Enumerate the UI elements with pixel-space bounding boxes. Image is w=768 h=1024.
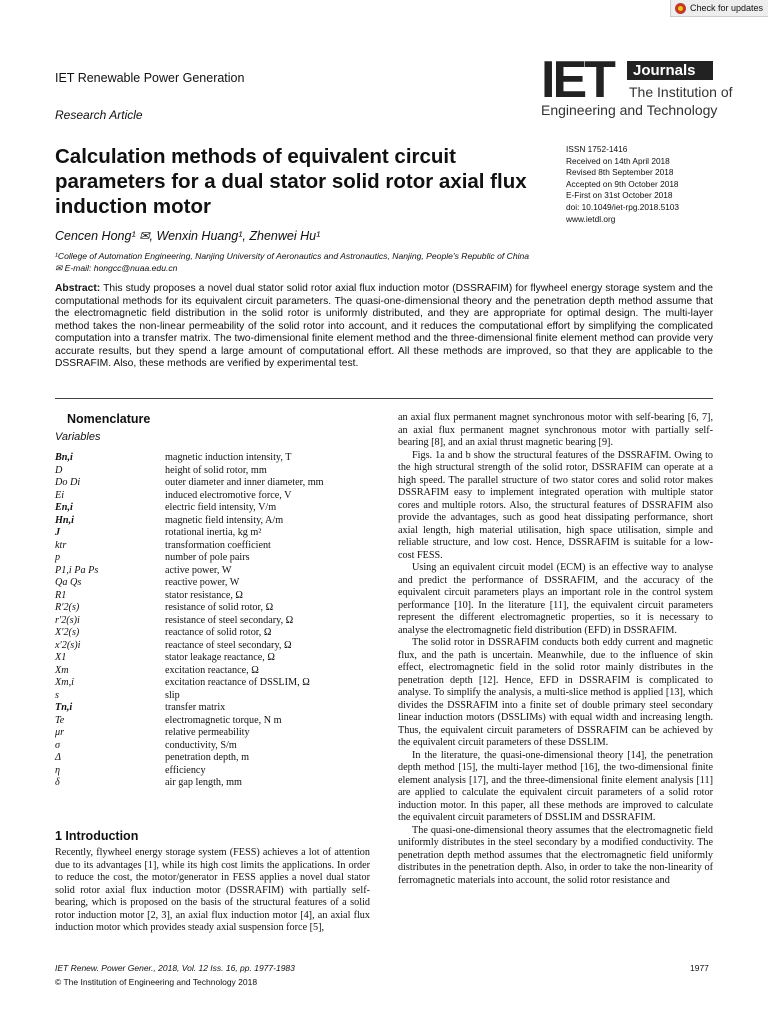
nomenclature-description: conductivity, S/m [165,739,237,751]
left-column-body [55,847,370,935]
nomenclature-row [55,602,385,615]
nomenclature-heading: Nomenclature [67,412,151,426]
nomenclature-symbol: P1,i Pa Ps [55,564,99,576]
nomenclature-description: induced electromotive force, V [165,489,292,501]
nomenclature-row [55,665,385,678]
nomenclature-description: electromagnetic torque, N m [165,714,282,726]
nomenclature-row [55,690,385,703]
nomenclature-row [55,627,385,640]
divider [55,398,713,399]
nomenclature-row [55,552,385,565]
nomenclature-symbol: η [55,764,61,776]
email[interactable]: ✉ E-mail: hongcc@nuaa.edu.cn [55,263,178,273]
footer-citation: IET Renew. Power Gener., 2018, Vol. 12 Iss. 16, pp. 1977-1983 [55,963,295,973]
logo-institution-line2: Engineering and Technology [541,102,718,118]
ietdl-link[interactable]: www.ietdl.org [566,213,616,224]
logo-institution-line1: The Institution of [629,84,733,100]
nomenclature-symbol: p [55,552,61,563]
nomenclature-symbol: x′2(s)i [55,639,81,651]
nomenclature-row [55,727,385,740]
paragraph: Recently, flywheel energy storage system (FESS) achieves a lot of attention due to its advantages [1], while its high cost limits the applications. In order to reduce the cost, the motor/generator in FESS applies a novel dual stator solid rotor axial flux induction motor (DSSRAFIM) with partially self-bearing, which is proposed on the basis of the structural features of a solid rotor induction motor [2, 3], an axial flux induction motor [4], an axial flux induction motor which provides steady axial suspension force [5], [55,847,370,933]
nomenclature-row [55,740,385,753]
nomenclature-description: number of pole pairs [165,552,250,563]
nomenclature-row [55,702,385,715]
nomenclature-description: transfer matrix [165,702,226,713]
nomenclature-row [55,777,385,790]
nomenclature-row [55,715,385,728]
nomenclature-description: efficiency [165,764,206,776]
issn: ISSN 1752-1416 [566,144,628,154]
paragraph: In the literature, the quasi-one-dimensional theory [14], the penetration depth method [15], the multi-layer method [16], the two-dimensional finite element analysis [17], and the three-dimensional finite element analysis [11] are applied to calculate the equivalent circuit parameters of a solid rotor induction motor. In this paper, all these methods are improved to calculate the equivalent circuit parameters of DSSLIM and DSSRAFIM. [398,749,713,823]
nomenclature-row [55,565,385,578]
nomenclature-description: active power, W [165,564,232,576]
nomenclature-symbol: Hn,i [55,514,74,526]
received-date: Received on 14th April 2018 [566,155,670,166]
nomenclature-description: resistance of solid rotor, Ω [165,602,274,613]
nomenclature-symbol: X′2(s) [55,627,80,638]
nomenclature-symbol: R′2(s) [55,602,80,613]
nomenclature-row [55,590,385,603]
article-title: Calculation methods of equivalent circuit parameters for a dual stator solid rotor axial flux induction motor [55,145,527,218]
nomenclature-symbol: J [55,527,61,538]
nomenclature-description: slip [165,689,180,701]
nomenclature-description: excitation reactance of DSSLIM, Ω [165,677,310,688]
nomenclature-description: electric field intensity, V/m [165,502,277,513]
footer-copyright: © The Institution of Engineering and Technology 2018 [55,977,258,987]
nomenclature-description: stator leakage reactance, Ω [165,652,275,663]
nomenclature-symbol: Te [55,714,65,726]
nomenclature-row [55,502,385,515]
nomenclature-symbol: Qa Qs [55,577,82,588]
nomenclature-description: excitation reactance, Ω [165,664,259,676]
paragraph: Figs. 1a and b show the structural features of the DSSRAFIM. Owing to the high structural strength of the solid rotor, DSSRAFIM can operate at a high speed. The parallel structure of two stator cores and solid rotor makes DSSRAFIM easy to implement integrated operation with multiple stator cores and multiple rotors. Also, the structural features of DSSRAFIM also provide the advantages, such as good heat dissipating performance, short axial length, high material utilisation, high space utilisation, simple and reliable structure, and low cost. Hence, DSSRAFIM is suitable for a low-cost FESS. [398,449,713,561]
nomenclature-symbol: Do Di [55,477,81,488]
iet-logo [541,51,733,122]
nomenclature-row [55,652,385,665]
nomenclature-symbol: En,i [55,502,73,513]
nomenclature-symbol: R1 [55,589,67,601]
nomenclature-symbol: Δ [55,752,61,763]
nomenclature-row [55,465,385,478]
section-heading-introduction: 1 Introduction [55,829,139,843]
abstract [55,283,713,371]
nomenclature-symbol: Tn,i [55,702,73,713]
authors: Cencen Hong¹ ✉, Wenxin Huang¹, Zhenwei Hu¹ [55,229,321,243]
paragraph: Using an equivalent circuit model (ECM) is an effective way to analyse and predict the performance of DSSRAFIM, and the accuracy of the equivalent circuit parameters plays an important role in the control system performance [10]. In the literature [11], the equivalent circuit parameters represent the different electromagnetic properties, so it is necessary to analyse the electromagnetic field distribution (EFD) in DSSRAFIM. [398,562,713,636]
paragraph: The quasi-one-dimensional theory assumes that the electromagnetic field uniformly distributes in the steel secondary by a modified conductivity. The penetration depth method assumes that the electromagnetic field uniformly distributes in the penetration depth. Also, in order to take the non-linearity of ferromagnetic materials into account, the solid rotor resistance and [398,824,713,886]
nomenclature-row [55,515,385,528]
nomenclature-row [55,615,385,628]
revised-date: Revised 8th September 2018 [566,167,674,178]
nomenclature-description: magnetic field intensity, A/m [165,514,284,526]
logo-iet-text: IET [541,51,613,109]
nomenclature-row [55,477,385,490]
nomenclature-symbol: δ [55,777,60,788]
nomenclature-description: rotational inertia, kg m² [165,527,262,538]
nomenclature-row [55,540,385,553]
nomenclature-description: transformation coefficient [165,539,271,551]
nomenclature-description: magnetic induction intensity, T [165,452,292,463]
nomenclature-row [55,452,385,465]
check-updates-label: Check for updates [690,3,764,13]
nomenclature-row [55,577,385,590]
nomenclature-description: air gap length, mm [165,777,242,788]
nomenclature-description: height of solid rotor, mm [165,464,267,476]
abstract-text: This study proposes a novel dual stator solid rotor axial flux induction motor (DSSRAFIM) for flywheel energy storage system and the computational methods for its equivalent circuit parameters. The quasi-one-dimensional theory and the penetration depth method assume that the electromagnetic field distribution in the solid rotor is uniformly distributed, and they are appropriate for optimal design. The multi-layer method takes the non-linear permeability of the solid rotor into account, and it reduces the computational effort by simplifying the complicated computation into a transfer matrix. The two-dimensional finite element method and the three-dimensional finite element method can provide very accurate results, but they spend a large amount of computational effort. All these methods are improved, so that they are applicable to the DSSRAFIM. Also, these methods are verified by experimental test. [55,283,713,369]
nomenclature-symbol: Xm,i [55,677,74,688]
nomenclature-row [55,752,385,765]
nomenclature-row [55,765,385,778]
nomenclature-row [55,677,385,690]
nomenclature-row [55,490,385,503]
nomenclature-description: relative permeability [165,727,250,738]
nomenclature-symbol: Bn,i [55,452,73,463]
efirst-date: E-First on 31st October 2018 [566,190,673,201]
nomenclature-description: reactance of solid rotor, Ω [165,627,272,638]
nomenclature-description: stator resistance, Ω [165,589,244,601]
nomenclature-symbol: D [55,464,63,476]
nomenclature-symbol: r′2(s)i [55,614,80,626]
nomenclature-symbol: σ [55,739,61,751]
article-metadata [566,144,679,225]
abstract-label: Abstract: [55,283,101,294]
nomenclature-row [55,640,385,653]
nomenclature-description: penetration depth, m [165,752,250,763]
accepted-date: Accepted on 9th October 2018 [566,178,679,189]
article-type: Research Article [55,108,143,122]
nomenclature-description: reactance of steel secondary, Ω [165,639,292,651]
affiliation-block [55,250,529,274]
nomenclature-symbol: μr [55,727,65,738]
nomenclature-description: reactive power, W [165,577,240,588]
logo-journals-label: Journals [627,61,713,80]
nomenclature-symbol: X1 [55,652,67,663]
paragraph: The solid rotor in DSSRAFIM conducts both eddy current and magnetic flux, and the path is uncertain. Meanwhile, due to the influence of skin effect, electromagnetic field in the solid rotor mainly distributes in the penetration depth [12]. Hence, EFD in DSSRAFIM is complicated to analyse. To simplify the analysis, a multi-slice method is applied [13], which divides the DSSRAFIM into a finite set of double primary steel secondary linear induction motors (DSSLIMs) with equal width and increasing length. Thus, the equivalent circuit parameters of DSSRAFIM can be achieved by the equivalent circuit parameters of these DSSLIM. [398,637,713,748]
nomenclature-description: resistance of steel secondary, Ω [165,614,294,626]
doi-link[interactable]: doi: 10.1049/iet-rpg.2018.5103 [566,201,680,212]
nomenclature-symbol: ktr [55,539,67,551]
nomenclature-list [55,452,385,790]
nomenclature-symbol: s [55,689,59,701]
right-column-body [398,412,713,887]
nomenclature-symbol: Xm [55,664,69,676]
journal-name: IET Renewable Power Generation [55,71,245,85]
nomenclature-row [55,527,385,540]
nomenclature-subheading: Variables [55,431,101,443]
crossmark-icon [675,3,686,14]
nomenclature-symbol: Ei [55,489,65,501]
page-number: 1977 [690,963,709,973]
nomenclature-description: outer diameter and inner diameter, mm [165,477,324,488]
affiliation: ¹College of Automation Engineering, Nanjing University of Aeronautics and Astronautics, Nanjing, People's Republic of China [55,251,530,261]
paragraph: an axial flux permanent magnet synchronous motor with self-bearing [6, 7], an axial flux permanent magnet synchronous motor with partially self-bearing [8], and an axial thrust magnetic bearing [9]. [398,412,713,448]
check-for-updates-button[interactable] [670,0,768,17]
